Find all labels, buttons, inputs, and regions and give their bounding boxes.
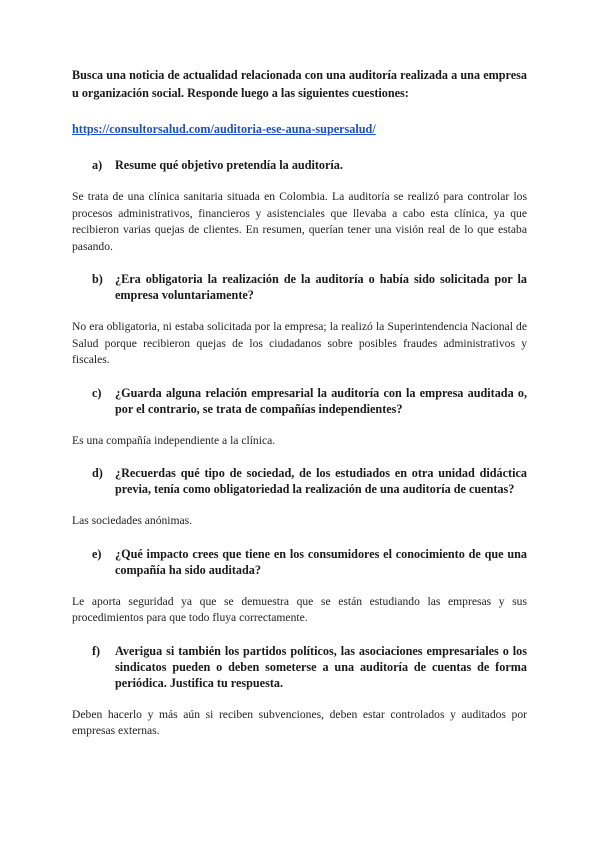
question-letter: b) xyxy=(92,272,103,286)
intro-instructions: Busca una noticia de actualidad relacionada con una auditoría realizada a una empresa u organización social. Responde luego a las siguientes cuestiones: xyxy=(72,68,527,100)
question-letter: e) xyxy=(92,546,102,561)
question-d xyxy=(72,465,527,497)
document-page xyxy=(72,66,527,740)
answer-d: Las sociedades anónimas. xyxy=(72,514,193,527)
question-letter: f) xyxy=(92,643,101,658)
question-text: Resume qué objetivo pretendía la auditoría. xyxy=(115,158,343,172)
answer-a: Se trata de una clínica sanitaria situada en Colombia. La auditoría se realizó para controlar los procesos administrativos, financieros y asistenciales que llevaba a cabo esta clínica, ya que recibieron varias quejas de clientes. En resumen, querían tener una visión real de lo que estaba pasando. xyxy=(72,190,527,253)
question-b xyxy=(72,271,527,303)
answer-e: Le aporta seguridad ya que se demuestra que se están estudiando las empresas y sus procedimientos para que todo fluya correctamente. xyxy=(72,594,527,624)
answer-f: Deben hacerlo y más aún si reciben subvenciones, deben estar controlados y auditados por empresas externas. xyxy=(72,707,527,737)
question-e xyxy=(72,546,527,578)
question-letter: a) xyxy=(92,158,103,172)
answer-b: No era obligatoria, ni estaba solicitada por la empresa; la realizó la Superintendencia Nacional de Salud porque recibieron quejas de los ciudadanos sobre posibles fraudes administrativos y fiscales. xyxy=(72,320,527,366)
news-link[interactable]: https://consultorsalud.com/auditoria-ese-auna-supersalud/ xyxy=(72,122,376,136)
question-text: ¿Qué impacto crees que tiene en los consumidores el conocimiento de que una compañía ha sido auditada? xyxy=(115,546,527,577)
question-c xyxy=(72,385,527,417)
question-text: ¿Recuerdas qué tipo de sociedad, de los estudiados en otra unidad didáctica previa, tenía como obligatoriedad la realización de una auditoría de cuentas? xyxy=(115,466,527,496)
answer-c: Es una compañía independiente a la clínica. xyxy=(72,433,276,447)
question-text: ¿Guarda alguna relación empresarial la auditoría con la empresa auditada o, por el contrario, se trata de compañías independientes? xyxy=(115,385,527,416)
question-letter: c) xyxy=(92,385,102,400)
question-letter: d) xyxy=(92,466,103,480)
question-text: ¿Era obligatoria la realización de la auditoría o había sido solicitada por la empresa voluntariamente? xyxy=(115,272,527,302)
question-f xyxy=(72,643,527,691)
question-a xyxy=(72,157,527,173)
question-text: Averigua si también los partidos políticos, las asociaciones empresariales o los sindicatos pueden o deben someterse a una auditoría de cuentas de forma periódica. Justifica tu respuesta. xyxy=(115,643,527,690)
